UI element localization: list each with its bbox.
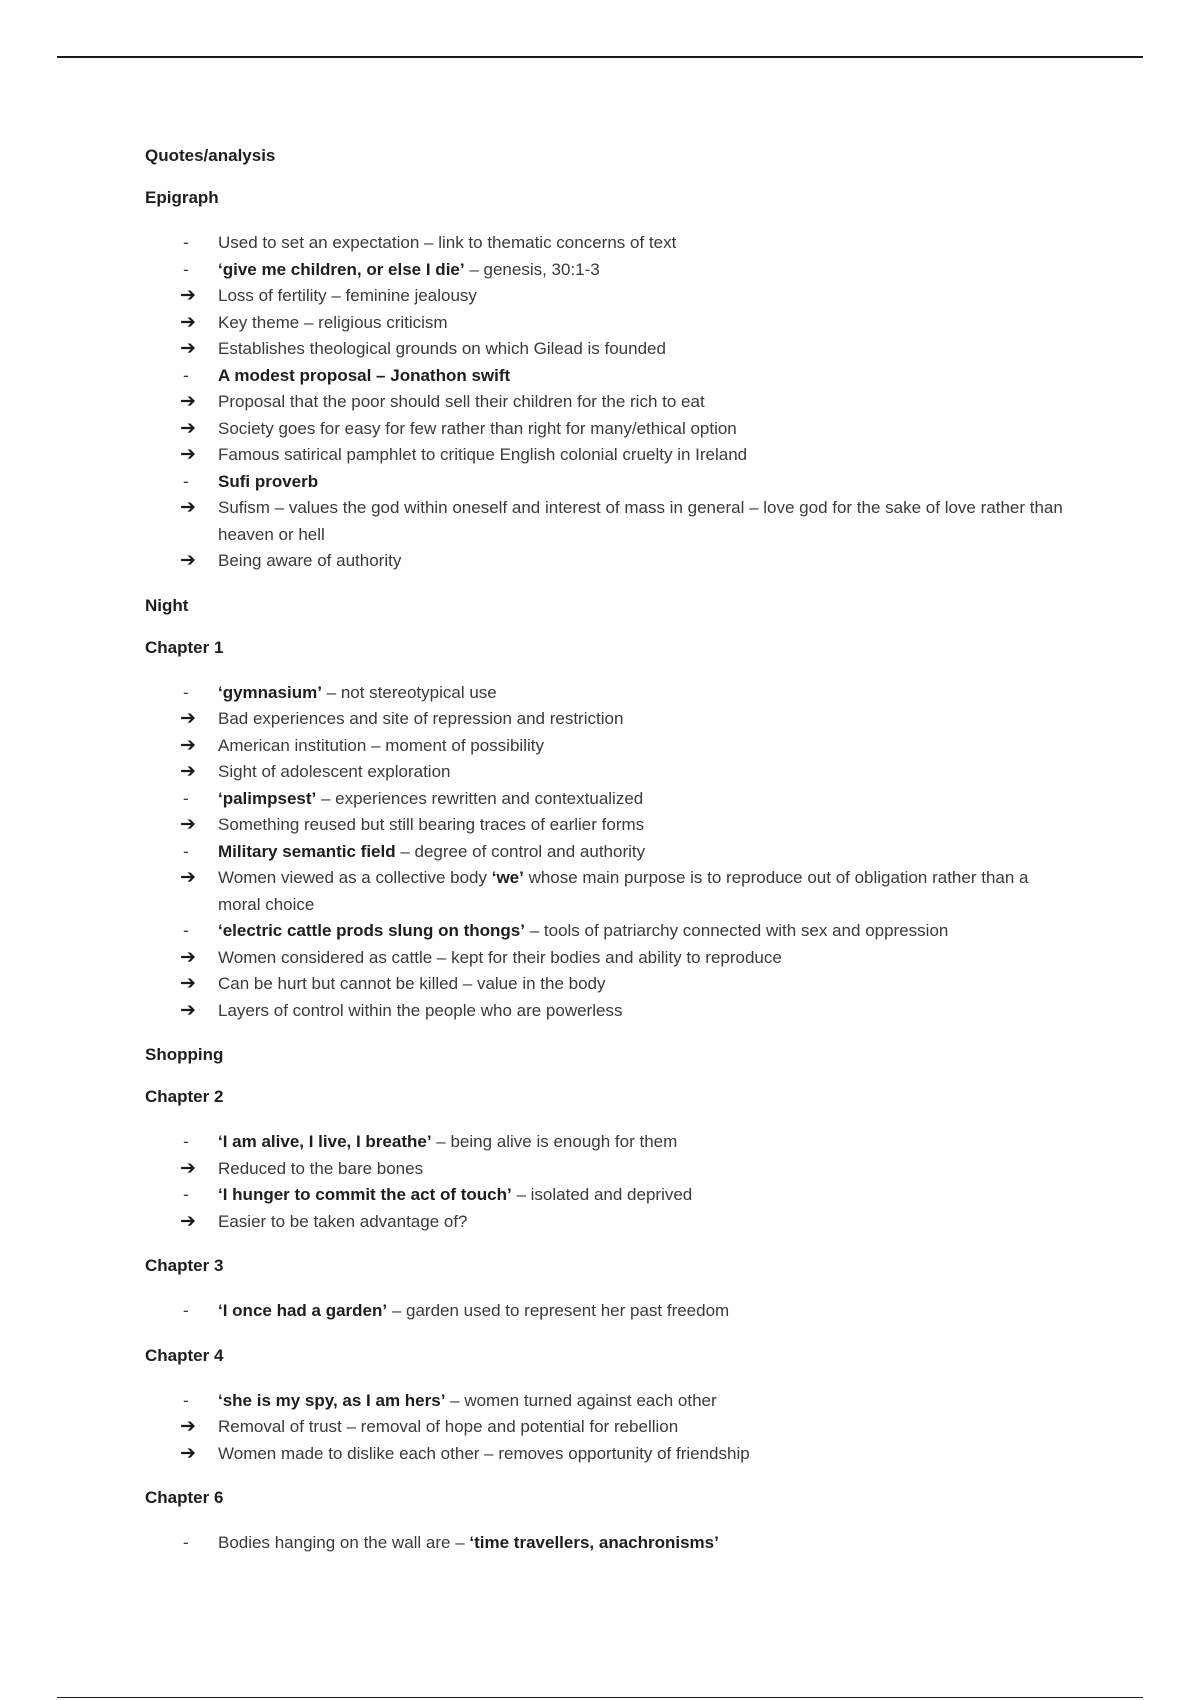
- section-heading: Chapter 3: [145, 1256, 224, 1275]
- item-text: Women viewed as a collective body: [218, 868, 492, 887]
- item-text: – genesis, 30:1-3: [464, 259, 600, 279]
- item-text: – experiences rewritten and contextualized: [316, 788, 644, 808]
- item-text: Society goes for easy for few rather than right for many/ethical option: [218, 418, 737, 438]
- list-item: [145, 945, 1065, 972]
- bullet-list: [145, 1129, 1065, 1235]
- quote-text: ‘I am alive, I live, I breathe’: [218, 1132, 432, 1151]
- list-item: [145, 1298, 1065, 1325]
- arrow-bullet-icon: ➔: [180, 708, 196, 729]
- quote-text: ‘give me children, or else I die’: [218, 259, 465, 279]
- dash-bullet-icon: -: [183, 1390, 189, 1410]
- quote-text: ‘we’: [491, 868, 524, 887]
- arrow-bullet-icon: ➔: [180, 973, 196, 994]
- item-text: American institution – moment of possibility: [218, 735, 544, 755]
- item-text: – being alive is enough for them: [431, 1132, 678, 1151]
- dash-bullet-icon: -: [183, 841, 189, 861]
- bullet-list: [145, 230, 1065, 575]
- list-item: [145, 998, 1065, 1025]
- list-item: [145, 1209, 1065, 1236]
- arrow-bullet-icon: ➔: [180, 285, 196, 306]
- item-text: Key theme – religious criticism: [218, 312, 448, 332]
- list-item: [145, 230, 1065, 257]
- bullet-list: [145, 1388, 1065, 1468]
- dash-bullet-icon: -: [183, 259, 189, 279]
- bullet-list: [145, 1298, 1065, 1325]
- section-heading: Chapter 2: [145, 1087, 224, 1106]
- item-text: Establishes theological grounds on which Gilead is founded: [218, 339, 666, 358]
- item-text: – garden used to represent her past freedom: [387, 1301, 730, 1320]
- list-item: [145, 680, 1065, 707]
- dash-bullet-icon: -: [183, 471, 189, 491]
- bullet-list: [145, 1530, 1065, 1557]
- item-text: – tools of patriarchy connected with sex and oppression: [525, 921, 949, 940]
- arrow-bullet-icon: ➔: [180, 1442, 196, 1464]
- section-heading: Epigraph: [145, 188, 219, 207]
- list-item: [145, 1129, 1065, 1156]
- arrow-bullet-icon: ➔: [180, 1416, 196, 1437]
- item-text: Can be hurt but cannot be killed – value in the body: [218, 974, 606, 993]
- item-text: Easier to be taken advantage of?: [218, 1211, 468, 1231]
- item-text: Famous satirical pamphlet to critique English colonial cruelty in Ireland: [218, 445, 748, 464]
- section-heading: Night: [145, 595, 189, 615]
- list-item: [145, 1530, 1065, 1557]
- list-item: [145, 786, 1065, 813]
- dash-bullet-icon: -: [183, 682, 189, 702]
- item-text: – not stereotypical use: [321, 682, 497, 702]
- quote-text: ‘I hunger to commit the act of touch’: [218, 1185, 512, 1204]
- item-text: – degree of control and authority: [395, 841, 646, 861]
- list-item: [145, 1156, 1065, 1183]
- list-item: [145, 812, 1065, 839]
- list-item: [145, 865, 1065, 918]
- item-text: Sufism – values the god within oneself and interest of mass in general – love god for the sake of love rather than heaven or hell: [218, 498, 1063, 544]
- arrow-bullet-icon: ➔: [180, 999, 196, 1021]
- item-text: – isolated and deprived: [511, 1185, 693, 1204]
- item-text: Women made to dislike each other – removes opportunity of friendship: [218, 1443, 750, 1463]
- quote-text: Military semantic field: [218, 841, 396, 861]
- list-item: [145, 257, 1065, 284]
- arrow-bullet-icon: ➔: [180, 391, 196, 412]
- list-item: [145, 839, 1065, 866]
- arrow-bullet-icon: ➔: [180, 550, 196, 571]
- arrow-bullet-icon: ➔: [180, 761, 196, 782]
- section-heading: Shopping: [145, 1045, 224, 1064]
- arrow-bullet-icon: ➔: [180, 497, 196, 518]
- list-item: [145, 1182, 1065, 1209]
- arrow-bullet-icon: ➔: [180, 1157, 196, 1179]
- section-heading: Chapter 4: [145, 1345, 224, 1365]
- list-item: [145, 706, 1065, 733]
- quote-text: Sufi proverb: [218, 471, 319, 491]
- dash-bullet-icon: -: [183, 1132, 189, 1151]
- section-heading: Chapter 6: [145, 1488, 224, 1507]
- list-item: [145, 389, 1065, 416]
- list-item: [145, 442, 1065, 469]
- arrow-bullet-icon: ➔: [180, 734, 196, 756]
- arrow-bullet-icon: ➔: [180, 867, 196, 888]
- arrow-bullet-icon: ➔: [180, 311, 196, 333]
- dash-bullet-icon: -: [183, 1185, 189, 1204]
- list-item: [145, 336, 1065, 363]
- list-item: [145, 495, 1065, 548]
- dash-bullet-icon: -: [183, 788, 189, 808]
- list-item: [145, 1388, 1065, 1415]
- item-text: Layers of control within the people who are powerless: [218, 1000, 623, 1020]
- arrow-bullet-icon: ➔: [180, 946, 196, 968]
- list-item: [145, 416, 1065, 443]
- quote-text: ‘electric cattle prods slung on thongs’: [218, 921, 525, 940]
- list-item: [145, 310, 1065, 337]
- page-top-rule: [57, 56, 1143, 58]
- document-body: [145, 146, 1065, 1578]
- list-item: [145, 1414, 1065, 1441]
- item-text: – women turned against each other: [445, 1390, 717, 1410]
- list-item: [145, 548, 1065, 575]
- quote-text: ‘palimpsest’: [218, 788, 317, 808]
- dash-bullet-icon: -: [183, 365, 189, 385]
- bullet-list: [145, 680, 1065, 1025]
- dash-bullet-icon: -: [183, 233, 189, 252]
- arrow-bullet-icon: ➔: [180, 1210, 196, 1232]
- arrow-bullet-icon: ➔: [180, 814, 196, 835]
- list-item: [145, 363, 1065, 390]
- item-text: Proposal that the poor should sell their children for the rich to eat: [218, 392, 705, 411]
- item-text: Removal of trust – removal of hope and potential for rebellion: [218, 1417, 679, 1436]
- section-heading: Chapter 1: [145, 637, 224, 657]
- item-text: Being aware of authority: [218, 551, 402, 570]
- arrow-bullet-icon: ➔: [180, 338, 196, 359]
- arrow-bullet-icon: ➔: [180, 444, 196, 465]
- list-item: [145, 918, 1065, 945]
- page-bottom-rule: [57, 1697, 1143, 1698]
- list-item: [145, 759, 1065, 786]
- item-text: Women considered as cattle – kept for their bodies and ability to reproduce: [218, 947, 782, 967]
- list-item: [145, 283, 1065, 310]
- item-text: Something reused but still bearing traces of earlier forms: [218, 815, 645, 834]
- dash-bullet-icon: -: [183, 921, 189, 940]
- quote-text: ‘time travellers, anachronisms’: [469, 1533, 719, 1552]
- quote-text: ‘she is my spy, as I am hers’: [218, 1390, 446, 1410]
- dash-bullet-icon: -: [183, 1533, 189, 1552]
- list-item: [145, 971, 1065, 998]
- item-text: Sight of adolescent exploration: [218, 762, 451, 781]
- arrow-bullet-icon: ➔: [180, 417, 196, 439]
- quote-text: A modest proposal – Jonathon swift: [218, 365, 511, 385]
- item-text: Loss of fertility – feminine jealousy: [218, 286, 477, 305]
- section-heading: Quotes/analysis: [145, 146, 276, 165]
- quote-text: ‘I once had a garden’: [218, 1301, 388, 1320]
- item-text: Bad experiences and site of repression and restriction: [218, 709, 624, 728]
- item-text: Used to set an expectation – link to thematic concerns of text: [218, 233, 677, 252]
- item-text: Bodies hanging on the wall are –: [218, 1533, 470, 1552]
- item-text: Reduced to the bare bones: [218, 1158, 424, 1178]
- list-item: [145, 469, 1065, 496]
- quote-text: ‘gymnasium’: [218, 682, 322, 702]
- item-text: whose main purpose is to reproduce out of obligation rather than a moral choice: [218, 868, 1029, 914]
- list-item: [145, 1441, 1065, 1468]
- list-item: [145, 733, 1065, 760]
- dash-bullet-icon: -: [183, 1301, 189, 1320]
